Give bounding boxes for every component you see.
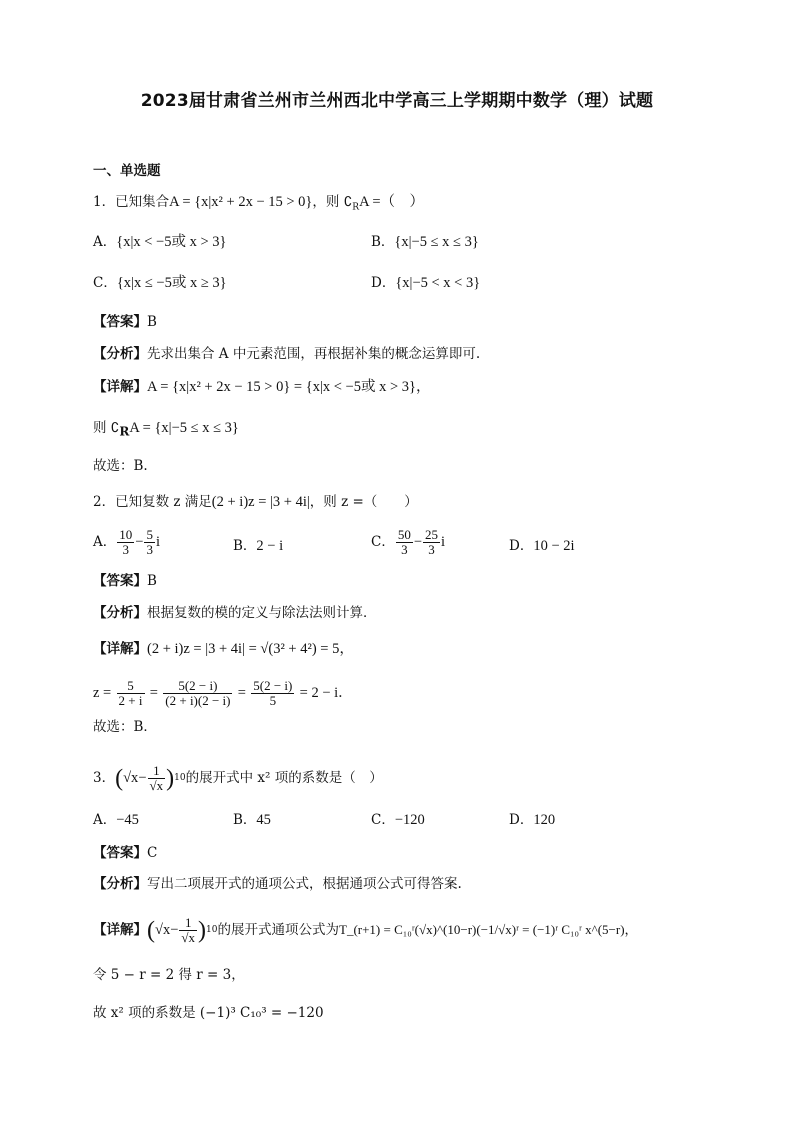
q2-a-num1: 10 (119, 527, 133, 542)
q1-detail (93, 377, 430, 397)
q1-answer-tag: 【答案】 (93, 314, 147, 330)
q2-frac-3 (251, 679, 294, 708)
q3-detail-sqrt-x: √x (155, 922, 171, 938)
q2-option-b-text: 2 − i (256, 538, 284, 554)
q1-option-d (371, 273, 480, 293)
q3-detail-mid: 的展开式通项公式为 (217, 922, 339, 938)
q3-frac-den: √x (149, 778, 164, 793)
q2-option-a-frac1 (117, 528, 134, 557)
q2-analysis-tag: 【分析】 (93, 605, 147, 621)
q3-option-b-label: B． (233, 812, 257, 828)
q2-a-den2: 3 (146, 542, 153, 557)
q1-option-c (93, 273, 227, 293)
q2-frac-1 (117, 679, 145, 708)
q3-stem (93, 762, 383, 794)
q3-option-a-text: −45 (116, 812, 139, 828)
q3-option-c (371, 810, 425, 830)
q2-eq1: = (149, 685, 158, 701)
q1-detail2-math: A = {x|−5 ≤ x ≤ 3} (129, 420, 239, 436)
q3-detail-frac-num: 1 (179, 916, 197, 931)
q1-option-a-text: {x|x < −5或 x > 3} (116, 234, 227, 250)
q2-detail-2 (93, 677, 353, 709)
q1-stem-suffix: ，则 ∁ (312, 194, 353, 210)
q2-detail (93, 639, 354, 659)
q3-detail-exponent: 10 (206, 925, 218, 935)
q2-f2-num: 5(2 − i) (163, 679, 232, 694)
q2-detail-tag: 【详解】 (93, 641, 147, 657)
q3-answer-value: C (147, 845, 158, 861)
q3-minus: − (138, 770, 147, 786)
q1-answer-value: B (147, 314, 157, 330)
q2-stem-suffix: ，则 z =（ ） (309, 494, 418, 510)
q2-detail-text: (2 + i)z = |3 + 4i| = √(3² + 4²) = 5， (147, 641, 354, 657)
q1-stem-prefix: 1．已知集合 (93, 194, 170, 210)
q2-analysis-text: 根据复数的模的定义与除法法则计算． (147, 605, 377, 621)
q2-f2-den: (2 + i)(2 − i) (165, 693, 231, 708)
q3-detail-formula: T_(r+1) = C₁₀ʳ(√x)^(10−r)(−1/√x)ʳ = (−1)ʳ C₁₀ʳ x^(5−r)， (339, 922, 638, 937)
q1-stem-end: A =（ ） (359, 194, 425, 210)
q2-f3-num: 5(2 − i) (253, 678, 293, 693)
q2-frac-2 (163, 679, 232, 708)
q3-detail-tag: 【详解】 (93, 922, 147, 938)
section-heading: 一、单选题 (93, 163, 161, 179)
q3-option-c-text: −120 (394, 812, 425, 828)
q2-answer-value: B (147, 573, 157, 589)
q1-detail-2 (93, 418, 239, 442)
q2-option-d-label: D． (509, 538, 534, 554)
q2-option-c-frac1 (396, 528, 413, 557)
q2-f1-den: 2 + i (118, 693, 143, 708)
q2-c-num1: 50 (397, 527, 411, 542)
q2-c-num2: 25 (425, 527, 439, 542)
q1-analysis (93, 344, 480, 364)
q2-c-op: − (413, 534, 423, 550)
q3-option-d (509, 810, 555, 830)
q2-stem-prefix: 2．已知复数 z 满足 (93, 494, 212, 510)
q1-option-a (93, 232, 226, 252)
q2-a-op: − (135, 534, 144, 550)
q1-stem (93, 192, 424, 218)
q1-detail-tag: 【详解】 (93, 379, 147, 395)
q3-analysis-tag: 【分析】 (93, 876, 147, 892)
q3-answer (93, 843, 157, 863)
q3-paren-close: ) (166, 765, 175, 792)
q3-detail-paren-close: ) (198, 917, 207, 944)
q1-stem-sub: R (352, 202, 360, 213)
q2-f1-num: 5 (117, 679, 145, 694)
q2-analysis (93, 603, 377, 623)
q3-option-d-text: 120 (533, 812, 556, 828)
q1-option-c-text: {x|x ≤ −5或 x ≥ 3} (116, 275, 227, 291)
q1-stem-math: A = {x|x² + 2x − 15 > 0} (169, 194, 313, 210)
q2-option-d-text: 10 − 2i (533, 538, 575, 554)
q3-option-a (93, 810, 139, 830)
q3-detail-minus: − (170, 922, 179, 938)
q1-option-d-label: D． (371, 275, 396, 291)
q2-eq2: = (237, 685, 246, 701)
q2-tail: = 2 − i． (299, 685, 353, 701)
q3-option-c-label: C． (371, 812, 395, 828)
q2-f3-den: 5 (269, 693, 277, 708)
q2-option-a-frac2 (144, 528, 155, 557)
q2-a-den1: 3 (122, 542, 129, 557)
q3-detail-frac (179, 916, 197, 945)
page-title: 2023届甘肃省兰州市兰州西北中学高三上学期期中数学（理）试题 (140, 91, 654, 111)
q3-answer-tag: 【答案】 (93, 845, 147, 861)
q2-option-c-label: C． (371, 534, 395, 550)
q1-option-b-text: {x|−5 ≤ x ≤ 3} (394, 234, 479, 250)
q3-analysis (93, 874, 462, 894)
q3-step: 令 5 − r = 2 得 r = 3， (93, 967, 245, 983)
q2-conclusion: 故选：B． (93, 719, 157, 735)
q1-detail-text: A = {x|x² + 2x − 15 > 0} = {x|x < −5或 x > 3}， (147, 379, 431, 395)
q1-analysis-text: 先求出集合 A 中元素范围，再根据补集的概念运算即可. (147, 346, 481, 362)
q2-stem (93, 492, 418, 512)
q2-z-eq: z = (93, 685, 112, 701)
q3-option-d-label: D． (509, 812, 534, 828)
q2-option-c (371, 528, 445, 557)
q2-option-d (509, 536, 575, 556)
q3-detail (93, 914, 638, 946)
q3-detail-paren-open: ( (147, 917, 155, 944)
q3-sqrt-x: √x (123, 770, 139, 786)
q1-option-a-label: A． (93, 234, 117, 250)
q2-a-num2: 5 (146, 527, 153, 542)
q3-analysis-text: 写出二项展开式的通项公式，根据通项公式可得答案. (147, 876, 462, 892)
q3-option-b (233, 810, 271, 830)
q2-option-c-frac2 (423, 528, 440, 557)
q3-frac-num: 1 (148, 764, 166, 779)
q1-option-c-label: C． (93, 275, 117, 291)
q3-option-a-label: A． (93, 812, 117, 828)
q2-option-b (233, 536, 283, 556)
q2-c-den2: 3 (428, 542, 435, 557)
q1-option-d-text: {x|−5 < x < 3} (395, 275, 481, 291)
q2-answer-tag: 【答案】 (93, 573, 147, 589)
q2-a-tail: i (155, 534, 160, 550)
q1-answer (93, 312, 157, 332)
q3-paren-open: ( (115, 765, 124, 792)
q1-option-b-label: B． (371, 234, 395, 250)
q1-detail2-sub: R (119, 424, 130, 439)
q1-analysis-tag: 【分析】 (93, 346, 147, 362)
q1-detail2-prefix: 则 ∁ (93, 420, 120, 436)
q3-stem-suffix: 的展开式中 x² 项的系数是（ ） (185, 770, 383, 786)
q3-exponent: 10 (174, 773, 186, 783)
q3-conclusion: 故 x² 项的系数是 (−1)³ C₁₀³ = −120 (93, 1005, 324, 1021)
q2-option-b-label: B． (233, 538, 257, 554)
q2-c-tail: i (441, 534, 446, 550)
q2-option-a-label: A． (93, 534, 117, 550)
q3-frac (148, 764, 166, 793)
q3-stem-prefix: 3． (93, 770, 116, 786)
q3-option-b-text: 45 (256, 812, 271, 828)
q2-answer (93, 571, 157, 591)
q2-stem-math: (2 + i)z = |3 + 4i| (211, 494, 310, 510)
q2-c-den1: 3 (401, 542, 408, 557)
q2-option-a (93, 528, 160, 557)
q1-option-b (371, 232, 479, 252)
q1-conclusion: 故选：B. (93, 458, 148, 474)
q3-detail-frac-den: √x (181, 930, 196, 945)
